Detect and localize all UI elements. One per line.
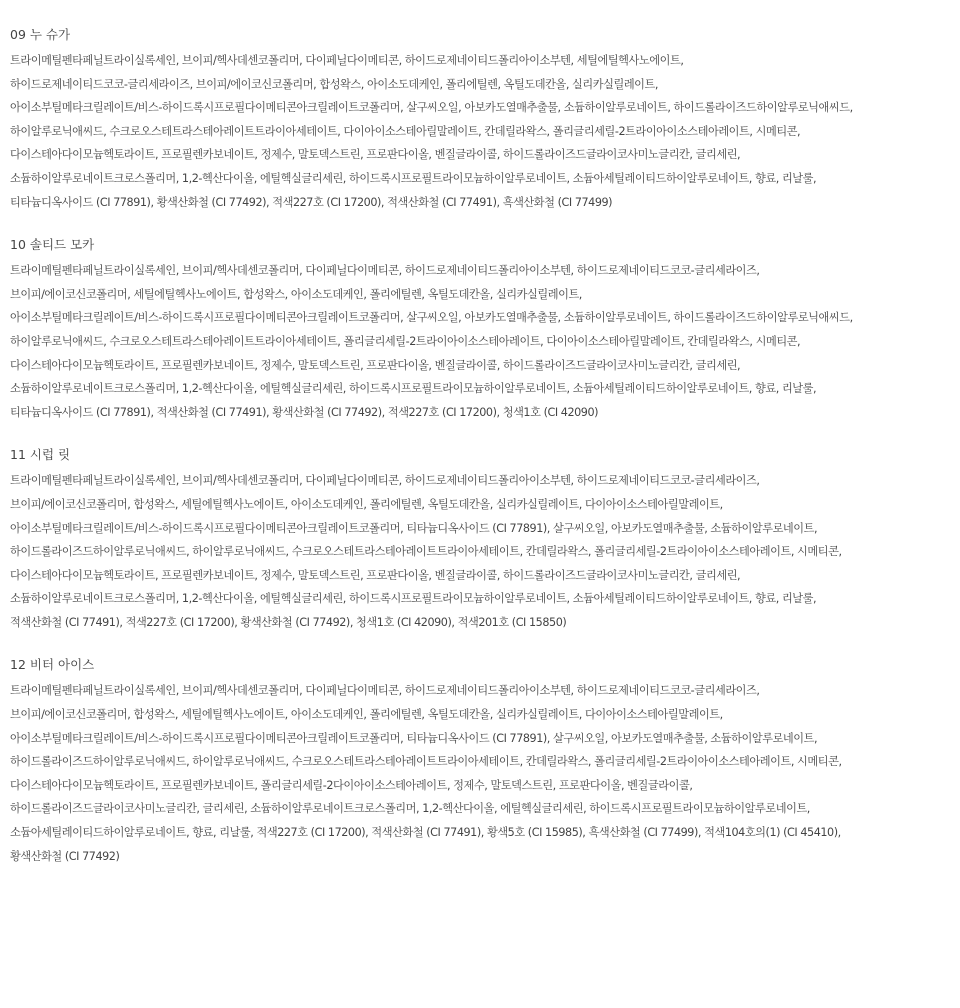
ingredient-line: 하이알루로닉애씨드, 수크로오스테트라스테아레이트트라이아세테이트, 다이아이소스테아릴말레이트, 칸데릴라왁스, 폴리글리세릴-2트라이아이소스테아레이트, 시메티콘, — [10, 124, 801, 138]
ingredient-line: 다이스테아다이모늄헥토라이트, 프로필렌카보네이트, 정제수, 말토덱스트린, 프로판다이올, 벤질글라이콜, 하이드롤라이즈드글라이코사미노글리칸, 글리세린, — [10, 358, 741, 372]
ingredient-line: 황색산화철 (CI 77492) — [10, 849, 120, 863]
ingredient-line: 하이드로제네이티드코코-글리세라이즈, 브이피/에이코신코폴리머, 합성왁스, 아이소도데케인, 폴리에틸렌, 옥틸도데칸올, 실리카실릴레이트, — [10, 77, 659, 91]
ingredient-line: 하이드롤라이즈드글라이코사미노글리칸, 글리세린, 소듐하이알루로네이트크로스폴리머, 1,2-헥산다이올, 에틸헥실글리세린, 하이드록시프로필트라이모늄하이알루로네이트, — [10, 802, 810, 816]
ingredient-line: 트라이메틸펜타페닐트라이실록세인, 브이피/헥사데센코폴리머, 다이페닐다이메티콘, 하이드로제네이티드폴리아이소부텐, 하이드로제네이티드코코-글리세라이즈, — [10, 264, 760, 278]
shade-title: 11 시럽 릿 — [10, 447, 71, 463]
ingredient-line: 티타늄디옥사이드 (CI 77891), 적색산화철 (CI 77491), 황색산화철 (CI 77492), 적색227호 (CI 17200), 청색1호 (CI 42090) — [10, 405, 599, 419]
ingredient-line: 아이소부틸메타크릴레이트/비스-하이드록시프로필다이메티콘아크릴레이트코폴리머, 살구씨오일, 아보카도열매추출물, 소듐하이알루로네이트, 하이드롤라이즈드하이알루로닉애씨드, — [10, 311, 853, 325]
ingredient-line: 아이소부틸메타크릴레이트/비스-하이드록시프로필다이메티콘아크릴레이트코폴리머, 살구씨오일, 아보카도열매추출물, 소듐하이알루로네이트, 하이드롤라이즈드하이알루로닉애씨드, — [10, 101, 853, 115]
ingredient-line: 브이피/에이코신코폴리머, 세틸에틸헥사노에이트, 합성왁스, 아이소도데케인, 폴리에틸렌, 옥틸도데칸올, 실리카실릴레이트, — [10, 287, 582, 301]
ingredient-line: 다이스테아다이모늄헥토라이트, 프로필렌카보네이트, 정제수, 말토덱스트린, 프로판다이올, 벤질글라이콜, 하이드롤라이즈드글라이코사미노글리칸, 글리세린, — [10, 148, 741, 162]
ingredient-line: 티타늄디옥사이드 (CI 77891), 황색산화철 (CI 77492), 적색227호 (CI 17200), 적색산화철 (CI 77491), 흑색산화철 (CI 77499) — [10, 195, 613, 209]
ingredient-line: 소듐하이알루로네이트크로스폴리머, 1,2-헥산다이올, 에틸헥실글리세린, 하이드록시프로필트라이모늄하이알루로네이트, 소듐아세틸레이티드하이알루로네이트, 향료, 리날룰, — [10, 592, 817, 606]
ingredient-line: 브이피/에이코신코폴리머, 합성왁스, 세틸에틸헥사노에이트, 아이소도데케인, 폴리에틸렌, 옥틸도데칸올, 실리카실릴레이트, 다이아이소스테아릴말레이트, — [10, 708, 723, 722]
shade-title: 12 비터 아이스 — [10, 657, 95, 673]
ingredient-line: 트라이메틸펜타페닐트라이실록세인, 브이피/헥사데센코폴리머, 다이페닐다이메티콘, 하이드로제네이티드폴리아이소부텐, 하이드로제네이티드코코-글리세라이즈, — [10, 474, 760, 488]
shade-section-11 — [10, 446, 950, 634]
ingredient-line: 소듐아세틸레이티드하이알루로네이트, 향료, 리날룰, 적색227호 (CI 17200), 적색산화철 (CI 77491), 황색5호 (CI 15985), 흑색산화철 (CI 77499), 적색104호의(1) (CI 45410), — [10, 826, 841, 840]
ingredient-line: 다이스테아다이모늄헥토라이트, 프로필렌카보네이트, 폴리글리세릴-2다이아이소스테아레이트, 정제수, 말토덱스트린, 프로판다이올, 벤질글라이콜, — [10, 778, 693, 792]
ingredient-list — [10, 49, 950, 214]
ingredient-list — [10, 469, 950, 634]
ingredient-line: 브이피/에이코신코폴리머, 합성왁스, 세틸에틸헥사노에이트, 아이소도데케인, 폴리에틸렌, 옥틸도데칸올, 실리카실릴레이트, 다이아이소스테아릴말레이트, — [10, 497, 723, 511]
ingredient-line: 하이알루로닉애씨드, 수크로오스테트라스테아레이트트라이아세테이트, 폴리글리세릴-2트라이아이소스테아레이트, 다이아이소스테아릴말레이트, 칸데릴라왁스, 시메티콘, — [10, 334, 801, 348]
shade-title: 09 누 슈가 — [10, 27, 71, 42]
ingredient-line: 소듐하이알루로네이트크로스폴리머, 1,2-헥산다이올, 에틸헥실글리세린, 하이드록시프로필트라이모늄하이알루로네이트, 소듐아세틸레이티드하이알루로네이트, 향료, 리날룰, — [10, 382, 817, 396]
shade-section-09 — [10, 26, 950, 214]
ingredient-line: 소듐하이알루로네이트크로스폴리머, 1,2-헥산다이올, 에틸헥실글리세린, 하이드록시프로필트라이모늄하이알루로네이트, 소듐아세틸레이티드하이알루로네이트, 향료, 리날룰, — [10, 171, 817, 185]
ingredient-line: 아이소부틸메타크릴레이트/비스-하이드록시프로필다이메티콘아크릴레이트코폴리머, 티타늄디옥사이드 (CI 77891), 살구씨오일, 아보카도열매추출물, 소듐하이알루로네이트, — [10, 731, 818, 745]
ingredient-list — [10, 679, 950, 868]
shade-section-12 — [10, 656, 950, 868]
ingredient-line: 다이스테아다이모늄헥토라이트, 프로필렌카보네이트, 정제수, 말토덱스트린, 프로판다이올, 벤질글라이콜, 하이드롤라이즈드글라이코사미노글리칸, 글리세린, — [10, 568, 741, 582]
ingredient-line: 아이소부틸메타크릴레이트/비스-하이드록시프로필다이메티콘아크릴레이트코폴리머, 티타늄디옥사이드 (CI 77891), 살구씨오일, 아보카도열매추출물, 소듐하이알루로네이트, — [10, 521, 818, 535]
ingredient-line: 트라이메틸펜타페닐트라이실록세인, 브이피/헥사데센코폴리머, 다이페닐다이메티콘, 하이드로제네이티드폴리아이소부텐, 하이드로제네이티드코코-글리세라이즈, — [10, 684, 760, 698]
ingredient-list — [10, 259, 950, 424]
shade-title: 10 솔티드 모카 — [10, 237, 95, 253]
shade-section-10 — [10, 236, 950, 424]
ingredient-line: 하이드롤라이즈드하이알루로닉애씨드, 하이알루로닉애씨드, 수크로오스테트라스테아레이트트라이아세테이트, 칸데릴라왁스, 폴리글리세릴-2트라이아이소스테아레이트, 시메티콘, — [10, 755, 842, 769]
ingredient-line: 트라이메틸펜타페닐트라이실록세인, 브이피/헥사데센코폴리머, 다이페닐다이메티콘, 하이드로제네이티드폴리아이소부텐, 세틸에틸헥사노에이트, — [10, 54, 684, 67]
ingredient-line: 적색산화철 (CI 77491), 적색227호 (CI 17200), 황색산화철 (CI 77492), 청색1호 (CI 42090), 적색201호 (CI 15850) — [10, 615, 567, 629]
ingredient-line: 하이드롤라이즈드하이알루로닉애씨드, 하이알루로닉애씨드, 수크로오스테트라스테아레이트트라이아세테이트, 칸데릴라왁스, 폴리글리세릴-2트라이아이소스테아레이트, 시메티콘, — [10, 545, 842, 559]
